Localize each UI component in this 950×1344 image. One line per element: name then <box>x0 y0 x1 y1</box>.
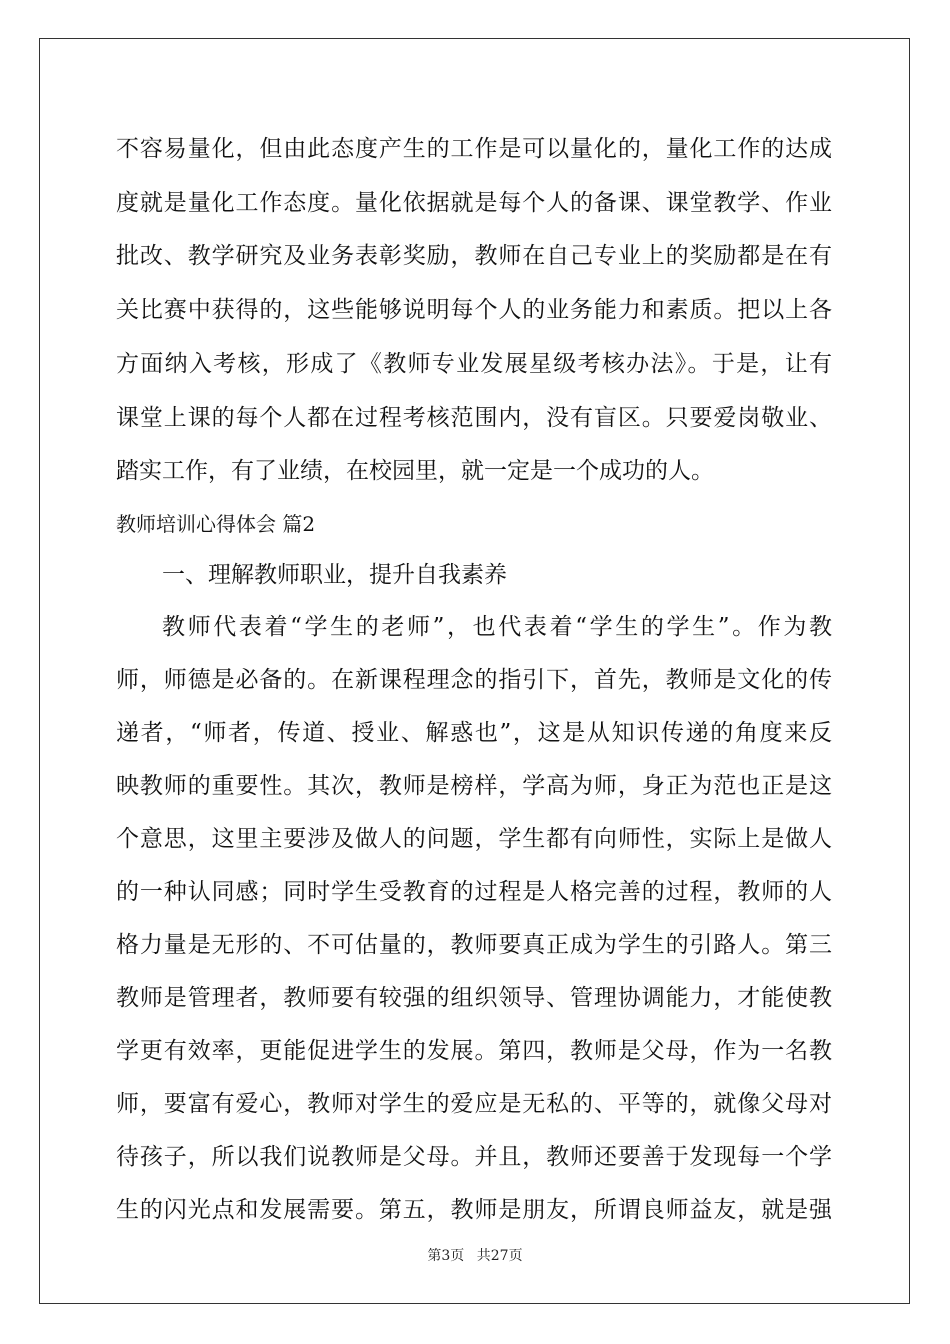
paragraph-line: 度就是量化工作态度。量化依据就是每个人的备课、课堂教学、作业 <box>116 190 832 216</box>
paragraph-line: 教师代表着“学生的老师”，也代表着“学生的学生”。作为教 <box>162 614 832 640</box>
paragraph-line: 学更有效率，更能促进学生的发展。第四，教师是父母，作为一名教 <box>116 1038 832 1064</box>
paragraph-line: 不容易量化，但由此态度产生的工作是可以量化的，量化工作的达成 <box>116 136 832 162</box>
paragraph-line: 师，师德是必备的。在新课程理念的指引下，首先，教师是文化的传 <box>116 667 832 693</box>
paragraph-line: 个意思，这里主要涉及做人的问题，学生都有向师性，实际上是做人 <box>116 826 832 852</box>
paragraph-line: 批改、教学研究及业务表彰奖励，教师在自己专业上的奖励都是在有 <box>116 243 832 269</box>
section-heading: 教师培训心得体会 篇2 <box>116 512 316 536</box>
subheading: 一、理解教师职业，提升自我素养 <box>162 562 507 588</box>
paragraph-line: 待孩子，所以我们说教师是父母。并且，教师还要善于发现每一个学 <box>116 1144 832 1170</box>
paragraph-line: 生的闪光点和发展需要。第五，教师是朋友，所谓良师益友，就是强 <box>116 1197 832 1223</box>
paragraph-line: 关比赛中获得的，这些能够说明每个人的业务能力和素质。把以上各 <box>116 297 832 323</box>
paragraph-line: 踏实工作，有了业绩，在校园里，就一定是一个成功的人。 <box>116 458 714 484</box>
paragraph-line: 课堂上课的每个人都在过程考核范围内，没有盲区。只要爱岗敬业、 <box>116 405 832 431</box>
paragraph-line: 递者，“师者，传道、授业、解惑也”，这是从知识传递的角度来反 <box>116 720 832 746</box>
paragraph-line: 师，要富有爱心，教师对学生的爱应是无私的、平等的，就像父母对 <box>116 1091 832 1117</box>
paragraph-line: 映教师的重要性。其次，教师是榜样，学高为师，身正为范也正是这 <box>116 773 832 799</box>
paragraph-line: 方面纳入考核，形成了《教师专业发展星级考核办法》。于是，让有 <box>116 351 832 377</box>
page-footer <box>0 1246 950 1266</box>
paragraph-line: 格力量是无形的、不可估量的，教师要真正成为学生的引路人。第三 <box>116 932 832 958</box>
paragraph-line: 教师是管理者，教师要有较强的组织领导、管理协调能力，才能使教 <box>116 985 832 1011</box>
page-number: 第3页 <box>427 1248 465 1264</box>
page-total: 共27页 <box>476 1248 523 1264</box>
paragraph-line: 的一种认同感；同时学生受教育的过程是人格完善的过程，教师的人 <box>116 879 832 905</box>
